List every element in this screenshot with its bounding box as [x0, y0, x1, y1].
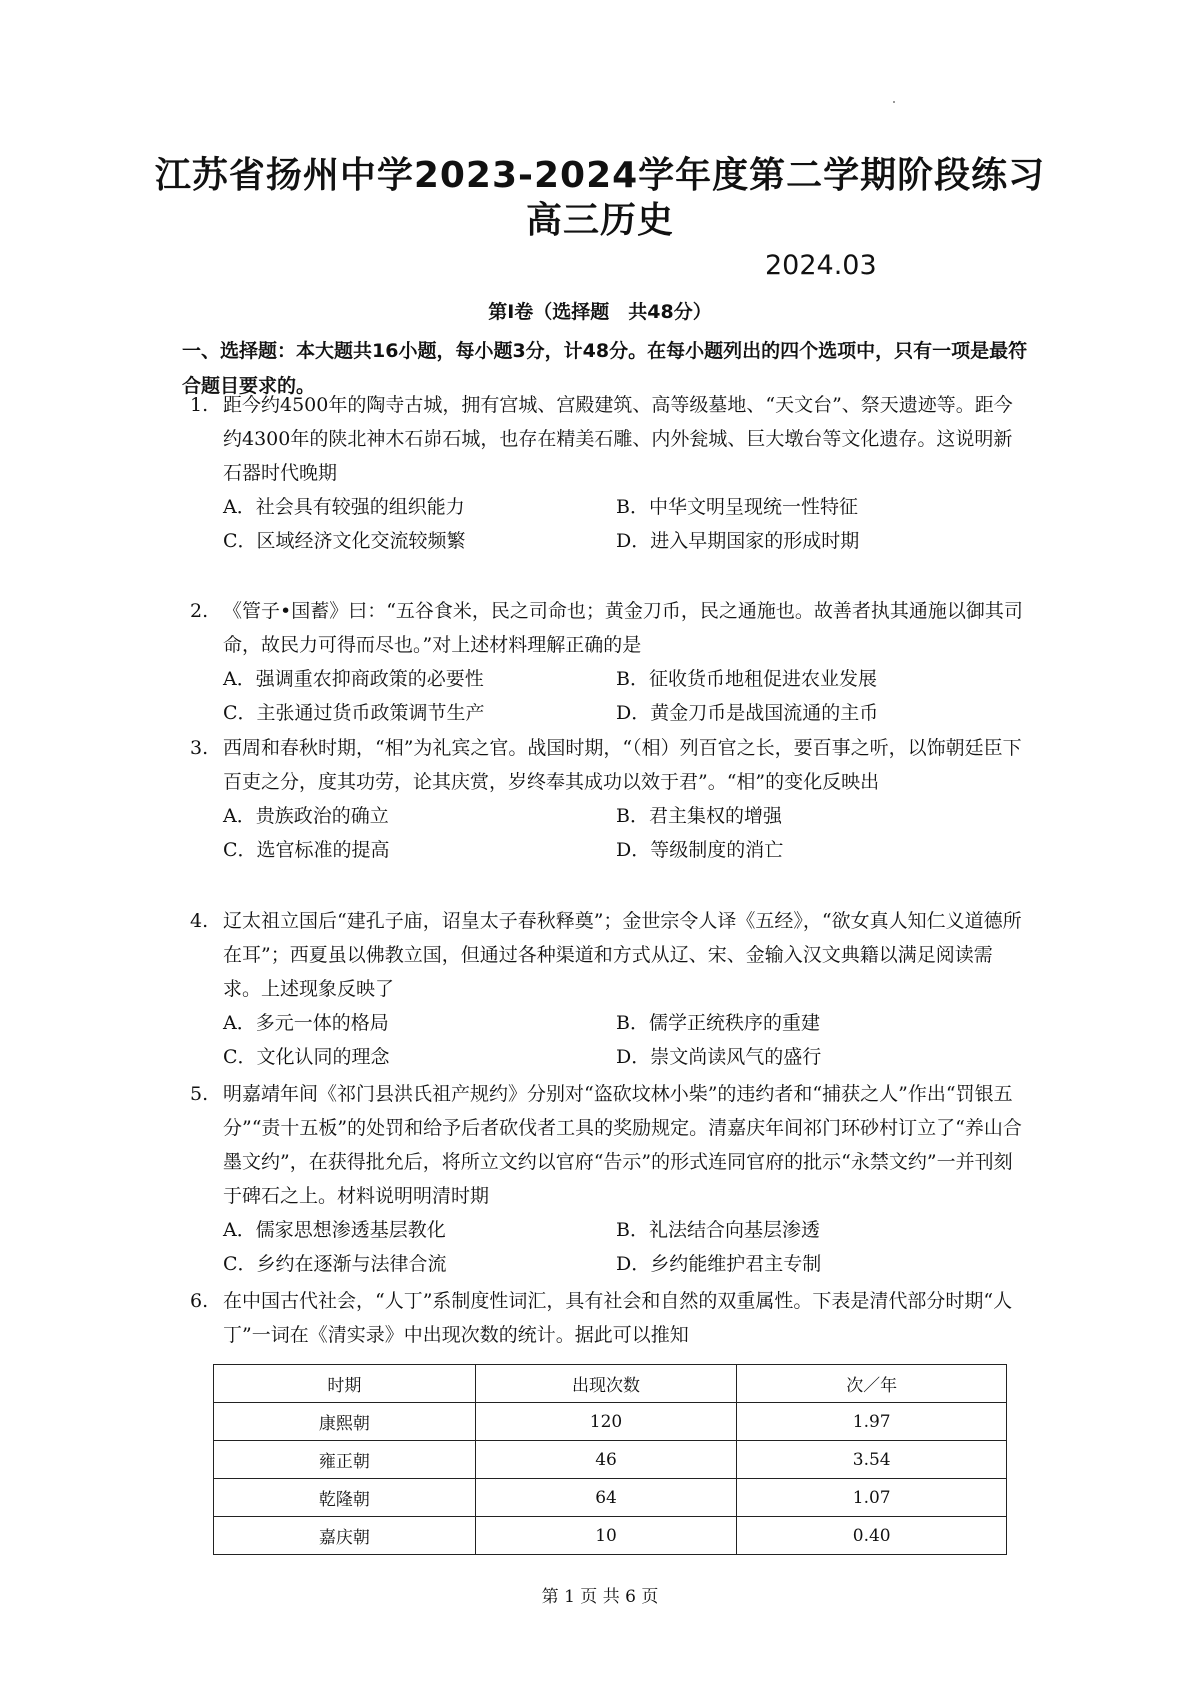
option-d[interactable]: D．乡约能维护君主专制 — [616, 1253, 822, 1275]
option-a[interactable]: A．儒家思想渗透基层教化 — [223, 1219, 446, 1241]
option-a[interactable]: A．强调重农抑商政策的必要性 — [223, 668, 484, 690]
question-number: 3. — [190, 737, 209, 759]
question-4 — [190, 904, 1030, 1074]
option-d[interactable]: D．进入早期国家的形成时期 — [616, 530, 860, 552]
table-cell: 64 — [475, 1479, 737, 1517]
question-stem: 辽太祖立国后“建孔子庙，诏皇太子春秋释奠”；金世宗令人译《五经》，“欲女真人知仁义道德所在耳”；西夏虽以佛教立国，但通过各种渠道和方式从辽、宋、金输入汉文典籍以满足阅读需求。上述现象反映了 — [223, 910, 1022, 1000]
scan-speck — [893, 101, 895, 103]
option-d[interactable]: D．黄金刀币是战国流通的主币 — [616, 702, 879, 724]
option-group — [223, 1213, 1030, 1281]
column-header: 次／年 — [737, 1365, 1007, 1403]
table-header-row — [214, 1365, 1007, 1403]
question-3 — [190, 731, 1030, 867]
question-number: 6. — [190, 1290, 209, 1312]
question-6 — [190, 1284, 1030, 1352]
option-c[interactable]: C．选官标准的提高 — [223, 839, 390, 861]
option-b[interactable]: B．中华文明呈现统一性特征 — [616, 496, 858, 518]
column-header: 时期 — [214, 1365, 476, 1403]
option-group — [223, 799, 1030, 867]
table-cell: 康熙朝 — [214, 1403, 476, 1441]
question-stem: 明嘉靖年间《祁门县洪氏祖产规约》分别对“盗砍坟林小柴”的违约者和“捕获之人”作出“罚银五分”“责十五板”的处罚和给予后者砍伐者工具的奖励规定。清嘉庆年间祁门环砂村订立了“养山合墨文约”，在获得批允后，将所立文约以官府“告示”的形式连同官府的批示“永禁文约”一并刊刻于碑石之上。材料说明明清时期 — [223, 1083, 1022, 1207]
option-group — [223, 1006, 1030, 1074]
statistics-table — [213, 1364, 1007, 1555]
option-b[interactable]: B．君主集权的增强 — [616, 805, 782, 827]
table-cell: 120 — [475, 1403, 737, 1441]
option-group — [223, 662, 1030, 730]
question-stem: 西周和春秋时期，“相”为礼宾之官。战国时期，“（相）列百官之长，要百事之听，以饰朝廷臣下百吏之分，度其功劳，论其庆赏，岁终奉其成功以效于君”。“相”的变化反映出 — [223, 737, 1022, 793]
question-number: 1. — [190, 394, 209, 416]
question-5 — [190, 1077, 1030, 1281]
table-cell: 46 — [475, 1441, 737, 1479]
table-row — [214, 1517, 1007, 1555]
option-a[interactable]: A．社会具有较强的组织能力 — [223, 496, 465, 518]
option-d[interactable]: D．等级制度的消亡 — [616, 839, 784, 861]
column-header: 出现次数 — [475, 1365, 737, 1403]
option-a[interactable]: A．多元一体的格局 — [223, 1012, 389, 1034]
question-stem: 《管子•国蓄》曰：“五谷食米，民之司命也；黄金刀币，民之通施也。故善者执其通施以御其司命，故民力可得而尽也。”对上述材料理解正确的是 — [223, 600, 1023, 656]
table-cell: 1.07 — [737, 1479, 1007, 1517]
table-row — [214, 1479, 1007, 1517]
option-b[interactable]: B．征收货币地租促进农业发展 — [616, 668, 877, 690]
page-footer: 第 1 页 共 6 页 — [541, 1587, 659, 1607]
option-b[interactable]: B．礼法结合向基层渗透 — [616, 1219, 820, 1241]
question-1 — [190, 388, 1030, 558]
table-cell: 乾隆朝 — [214, 1479, 476, 1517]
option-c[interactable]: C．文化认同的理念 — [223, 1046, 390, 1068]
question-stem: 在中国古代社会，“人丁”系制度性词汇，具有社会和自然的双重属性。下表是清代部分时期“人丁”一词在《清实录》中出现次数的统计。据此可以推知 — [223, 1290, 1013, 1346]
table-cell: 3.54 — [737, 1441, 1007, 1479]
table-cell: 1.97 — [737, 1403, 1007, 1441]
option-c[interactable]: C．乡约在逐渐与法律合流 — [223, 1253, 447, 1275]
question-2 — [190, 594, 1030, 730]
table-cell: 嘉庆朝 — [214, 1517, 476, 1555]
option-a[interactable]: A．贵族政治的确立 — [223, 805, 389, 827]
question-stem: 距今约4500年的陶寺古城，拥有宫城、宫殿建筑、高等级墓地、“天文台”、祭天遗迹等。距今约4300年的陕北神木石峁石城，也存在精美石雕、内外瓮城、巨大墩台等文化遗存。这说明新石器时代晚期 — [223, 394, 1013, 484]
option-c[interactable]: C．区域经济文化交流较频繁 — [223, 530, 466, 552]
question-number: 2. — [190, 600, 209, 622]
option-c[interactable]: C．主张通过货币政策调节生产 — [223, 702, 485, 724]
option-d[interactable]: D．崇文尚读风气的盛行 — [616, 1046, 822, 1068]
table-cell: 0.40 — [737, 1517, 1007, 1555]
exam-date: 2024.03 — [765, 250, 877, 281]
table-cell: 10 — [475, 1517, 737, 1555]
table-row — [214, 1403, 1007, 1441]
question-number: 4. — [190, 910, 209, 932]
section-instructions: 一、选择题：本大题共16小题，每小题3分，计48分。在每小题列出的四个选项中，只有一项是最符合题目要求的。 — [182, 340, 1028, 397]
table-row — [214, 1441, 1007, 1479]
question-number: 5. — [190, 1083, 209, 1105]
table-cell: 雍正朝 — [214, 1441, 476, 1479]
option-group — [223, 490, 1030, 558]
exam-title: 江苏省扬州中学2023-2024学年度第二学期阶段练习 — [154, 155, 1046, 196]
exam-subject: 高三历史 — [525, 200, 674, 241]
option-b[interactable]: B．儒学正统秩序的重建 — [616, 1012, 820, 1034]
volume-heading: 第Ⅰ卷（选择题 共48分） — [488, 301, 712, 323]
